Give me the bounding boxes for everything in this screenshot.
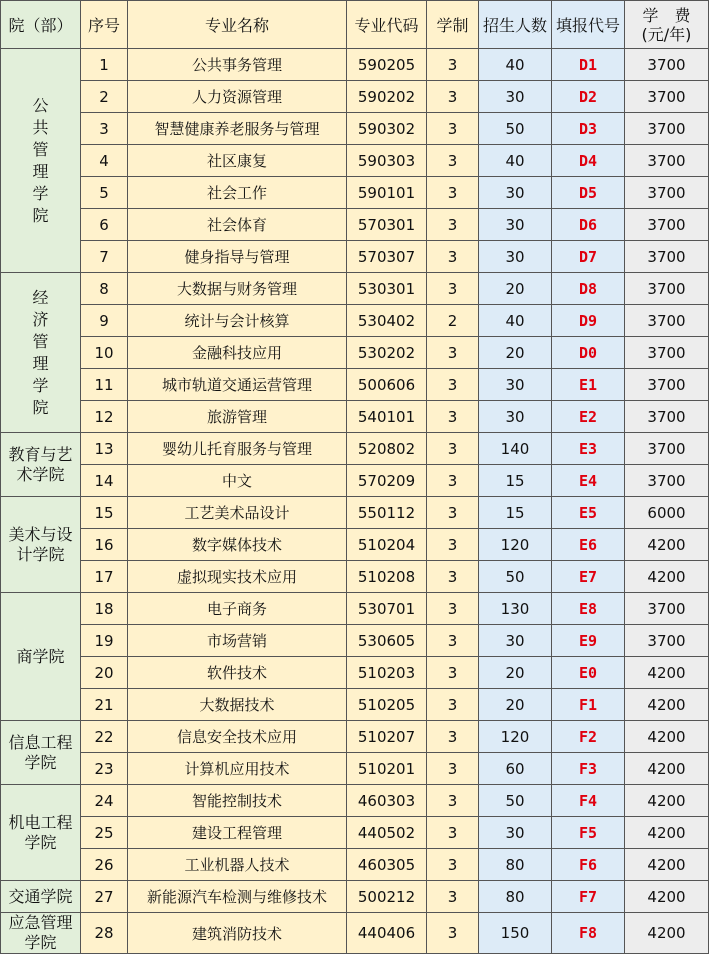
fill-code-cell: D2 — [552, 81, 625, 113]
enrollment-cell: 40 — [479, 49, 552, 81]
years-cell: 3 — [427, 145, 479, 177]
table-row — [1, 849, 709, 881]
major-name-cell: 市场营销 — [128, 625, 347, 657]
years-cell: 3 — [427, 721, 479, 753]
major-code-cell: 510203 — [347, 657, 427, 689]
major-code-cell: 460305 — [347, 849, 427, 881]
seq-cell: 11 — [81, 369, 128, 401]
header-tuition — [625, 1, 709, 49]
seq-cell: 14 — [81, 465, 128, 497]
major-name-cell: 数字媒体技术 — [128, 529, 347, 561]
enrollment-cell: 60 — [479, 753, 552, 785]
major-name-cell: 大数据与财务管理 — [128, 273, 347, 305]
college-name: 公共管理学院 — [32, 95, 49, 225]
fill-code-cell: E1 — [552, 369, 625, 401]
major-name-cell: 大数据技术 — [128, 689, 347, 721]
fill-code-cell: F3 — [552, 753, 625, 785]
seq-cell: 6 — [81, 209, 128, 241]
college-cell — [1, 593, 81, 721]
years-cell: 3 — [427, 369, 479, 401]
seq-cell: 7 — [81, 241, 128, 273]
tuition-cell: 3700 — [625, 369, 709, 401]
enrollment-cell: 20 — [479, 273, 552, 305]
table-row — [1, 465, 709, 497]
fill-code-cell: E0 — [552, 657, 625, 689]
enrollment-cell: 20 — [479, 657, 552, 689]
major-name-cell: 工业机器人技术 — [128, 849, 347, 881]
seq-cell: 9 — [81, 305, 128, 337]
years-cell: 3 — [427, 49, 479, 81]
major-name-cell: 新能源汽车检测与维修技术 — [128, 881, 347, 913]
college-cell — [1, 785, 81, 881]
tuition-cell: 4200 — [625, 529, 709, 561]
major-code-cell: 530605 — [347, 625, 427, 657]
major-name-cell: 人力资源管理 — [128, 81, 347, 113]
major-name-cell: 信息安全技术应用 — [128, 721, 347, 753]
major-code-cell: 550112 — [347, 497, 427, 529]
college-cell — [1, 273, 81, 433]
major-code-cell: 510208 — [347, 561, 427, 593]
header-tuition-line1: 学 费 — [642, 5, 691, 25]
enrollment-cell: 30 — [479, 81, 552, 113]
enrollment-cell: 30 — [479, 401, 552, 433]
fill-code-cell: D8 — [552, 273, 625, 305]
major-code-cell: 530301 — [347, 273, 427, 305]
enrollment-cell: 80 — [479, 849, 552, 881]
table-row — [1, 561, 709, 593]
fill-code-cell: F2 — [552, 721, 625, 753]
major-code-cell: 590202 — [347, 81, 427, 113]
fill-code-cell: D5 — [552, 177, 625, 209]
seq-cell: 27 — [81, 881, 128, 913]
fill-code-cell: F7 — [552, 881, 625, 913]
enrollment-cell: 50 — [479, 785, 552, 817]
table-row — [1, 881, 709, 913]
enrollment-cell: 120 — [479, 721, 552, 753]
seq-cell: 10 — [81, 337, 128, 369]
major-name-cell: 中文 — [128, 465, 347, 497]
major-code-cell: 570301 — [347, 209, 427, 241]
table-row — [1, 753, 709, 785]
major-name-cell: 社会工作 — [128, 177, 347, 209]
major-code-cell: 510204 — [347, 529, 427, 561]
fill-code-cell: E3 — [552, 433, 625, 465]
major-name-cell: 电子商务 — [128, 593, 347, 625]
seq-cell: 24 — [81, 785, 128, 817]
years-cell: 3 — [427, 177, 479, 209]
header-major-name: 专业名称 — [128, 1, 347, 49]
table-row — [1, 785, 709, 817]
major-name-cell: 金融科技应用 — [128, 337, 347, 369]
college-name: 机电工程学院 — [8, 812, 73, 852]
seq-cell: 23 — [81, 753, 128, 785]
table-row — [1, 689, 709, 721]
college-name: 教育与艺术学院 — [8, 444, 73, 484]
tuition-cell: 3700 — [625, 337, 709, 369]
college-cell — [1, 433, 81, 497]
enrollment-cell: 30 — [479, 369, 552, 401]
fill-code-cell: E9 — [552, 625, 625, 657]
years-cell: 3 — [427, 849, 479, 881]
major-name-cell: 建筑消防技术 — [128, 913, 347, 954]
seq-cell: 16 — [81, 529, 128, 561]
table-row — [1, 145, 709, 177]
college-cell — [1, 913, 81, 954]
years-cell: 3 — [427, 753, 479, 785]
years-cell: 3 — [427, 497, 479, 529]
enrollment-cell: 130 — [479, 593, 552, 625]
enrollment-cell: 30 — [479, 209, 552, 241]
college-name: 美术与设计学院 — [8, 524, 73, 564]
seq-cell: 12 — [81, 401, 128, 433]
major-name-cell: 公共事务管理 — [128, 49, 347, 81]
table-row — [1, 817, 709, 849]
years-cell: 3 — [427, 401, 479, 433]
seq-cell: 3 — [81, 113, 128, 145]
tuition-cell: 4200 — [625, 561, 709, 593]
major-code-cell: 590302 — [347, 113, 427, 145]
college-name: 商学院 — [16, 646, 65, 666]
enrollment-cell: 30 — [479, 625, 552, 657]
seq-cell: 21 — [81, 689, 128, 721]
table-row — [1, 337, 709, 369]
enrollment-cell: 150 — [479, 913, 552, 954]
tuition-cell: 3700 — [625, 177, 709, 209]
table-row — [1, 305, 709, 337]
enrollment-cell: 20 — [479, 337, 552, 369]
seq-cell: 15 — [81, 497, 128, 529]
table-row — [1, 497, 709, 529]
fill-code-cell: F1 — [552, 689, 625, 721]
seq-cell: 28 — [81, 913, 128, 954]
seq-cell: 8 — [81, 273, 128, 305]
seq-cell: 17 — [81, 561, 128, 593]
tuition-cell: 3700 — [625, 273, 709, 305]
tuition-cell: 4200 — [625, 753, 709, 785]
tuition-cell: 4200 — [625, 817, 709, 849]
major-code-cell: 590101 — [347, 177, 427, 209]
major-name-cell: 智慧健康养老服务与管理 — [128, 113, 347, 145]
years-cell: 3 — [427, 81, 479, 113]
tuition-cell: 6000 — [625, 497, 709, 529]
years-cell: 3 — [427, 273, 479, 305]
table-row — [1, 529, 709, 561]
years-cell: 3 — [427, 241, 479, 273]
tuition-cell: 4200 — [625, 913, 709, 954]
seq-cell: 5 — [81, 177, 128, 209]
enrollment-cell: 50 — [479, 113, 552, 145]
major-name-cell: 虚拟现实技术应用 — [128, 561, 347, 593]
table-row — [1, 81, 709, 113]
major-name-cell: 社会体育 — [128, 209, 347, 241]
enrollment-cell: 120 — [479, 529, 552, 561]
enrollment-cell: 40 — [479, 305, 552, 337]
college-name: 信息工程学院 — [8, 732, 73, 772]
seq-cell: 22 — [81, 721, 128, 753]
table-row — [1, 721, 709, 753]
table-row — [1, 625, 709, 657]
years-cell: 3 — [427, 529, 479, 561]
seq-cell: 25 — [81, 817, 128, 849]
major-code-cell: 530402 — [347, 305, 427, 337]
fill-code-cell: D7 — [552, 241, 625, 273]
tuition-cell: 3700 — [625, 49, 709, 81]
years-cell: 3 — [427, 785, 479, 817]
enrollment-cell: 40 — [479, 145, 552, 177]
major-name-cell: 城市轨道交通运营管理 — [128, 369, 347, 401]
years-cell: 3 — [427, 209, 479, 241]
years-cell: 3 — [427, 625, 479, 657]
header-tuition-line2: (元/年) — [641, 24, 692, 44]
years-cell: 3 — [427, 657, 479, 689]
major-name-cell: 健身指导与管理 — [128, 241, 347, 273]
college-cell — [1, 49, 81, 273]
college-cell — [1, 721, 81, 785]
college-name: 应急管理学院 — [8, 913, 73, 952]
years-cell: 3 — [427, 817, 479, 849]
fill-code-cell: E8 — [552, 593, 625, 625]
enrollment-cell: 20 — [479, 689, 552, 721]
header-years: 学制 — [427, 1, 479, 49]
major-name-cell: 软件技术 — [128, 657, 347, 689]
major-code-cell: 540101 — [347, 401, 427, 433]
years-cell: 2 — [427, 305, 479, 337]
fill-code-cell: D6 — [552, 209, 625, 241]
fill-code-cell: F6 — [552, 849, 625, 881]
years-cell: 3 — [427, 913, 479, 954]
fill-code-cell: D4 — [552, 145, 625, 177]
fill-code-cell: F8 — [552, 913, 625, 954]
major-name-cell: 计算机应用技术 — [128, 753, 347, 785]
tuition-cell: 4200 — [625, 657, 709, 689]
tuition-cell: 4200 — [625, 689, 709, 721]
years-cell: 3 — [427, 689, 479, 721]
header-major-code: 专业代码 — [347, 1, 427, 49]
enrollment-cell: 30 — [479, 177, 552, 209]
enrollment-cell: 30 — [479, 241, 552, 273]
fill-code-cell: D1 — [552, 49, 625, 81]
tuition-cell: 4200 — [625, 721, 709, 753]
fill-code-cell: F4 — [552, 785, 625, 817]
major-code-cell: 570209 — [347, 465, 427, 497]
major-code-cell: 530701 — [347, 593, 427, 625]
fill-code-cell: F5 — [552, 817, 625, 849]
major-code-cell: 590205 — [347, 49, 427, 81]
enrollment-cell: 15 — [479, 465, 552, 497]
header-college: 院（部） — [1, 1, 81, 49]
header-row — [1, 1, 709, 49]
major-code-cell: 440502 — [347, 817, 427, 849]
header-enrollment: 招生人数 — [479, 1, 552, 49]
header-seq: 序号 — [81, 1, 128, 49]
seq-cell: 19 — [81, 625, 128, 657]
seq-cell: 26 — [81, 849, 128, 881]
enrollment-cell: 50 — [479, 561, 552, 593]
major-code-cell: 510201 — [347, 753, 427, 785]
years-cell: 3 — [427, 113, 479, 145]
years-cell: 3 — [427, 337, 479, 369]
major-name-cell: 统计与会计核算 — [128, 305, 347, 337]
table-row — [1, 49, 709, 81]
seq-cell: 1 — [81, 49, 128, 81]
enrollment-cell: 15 — [479, 497, 552, 529]
enrollment-cell: 30 — [479, 817, 552, 849]
fill-code-cell: D0 — [552, 337, 625, 369]
seq-cell: 2 — [81, 81, 128, 113]
college-name: 交通学院 — [8, 886, 73, 906]
table-row — [1, 913, 709, 954]
header-fill-code: 填报代号 — [552, 1, 625, 49]
years-cell: 3 — [427, 881, 479, 913]
major-code-cell: 510207 — [347, 721, 427, 753]
years-cell: 3 — [427, 433, 479, 465]
major-code-cell: 510205 — [347, 689, 427, 721]
tuition-cell: 3700 — [625, 465, 709, 497]
tuition-cell: 3700 — [625, 401, 709, 433]
table-row — [1, 241, 709, 273]
tuition-cell: 3700 — [625, 433, 709, 465]
fill-code-cell: E5 — [552, 497, 625, 529]
major-name-cell: 婴幼儿托育服务与管理 — [128, 433, 347, 465]
tuition-cell: 3700 — [625, 145, 709, 177]
table-row — [1, 369, 709, 401]
fill-code-cell: D3 — [552, 113, 625, 145]
fill-code-cell: E7 — [552, 561, 625, 593]
tuition-cell: 3700 — [625, 305, 709, 337]
years-cell: 3 — [427, 561, 479, 593]
college-cell — [1, 497, 81, 593]
table-row — [1, 401, 709, 433]
major-name-cell: 智能控制技术 — [128, 785, 347, 817]
tuition-cell: 3700 — [625, 113, 709, 145]
major-name-cell: 工艺美术品设计 — [128, 497, 347, 529]
major-code-cell: 570307 — [347, 241, 427, 273]
major-name-cell: 旅游管理 — [128, 401, 347, 433]
fill-code-cell: E6 — [552, 529, 625, 561]
fill-code-cell: E2 — [552, 401, 625, 433]
table-row — [1, 593, 709, 625]
enrollment-cell: 140 — [479, 433, 552, 465]
table-row — [1, 273, 709, 305]
table-row — [1, 177, 709, 209]
enrollment-cell: 80 — [479, 881, 552, 913]
major-code-cell: 530202 — [347, 337, 427, 369]
college-name: 经济管理学院 — [32, 287, 49, 417]
years-cell: 3 — [427, 593, 479, 625]
tuition-cell: 3700 — [625, 209, 709, 241]
table-row — [1, 433, 709, 465]
major-code-cell: 500606 — [347, 369, 427, 401]
tuition-cell: 4200 — [625, 881, 709, 913]
seq-cell: 13 — [81, 433, 128, 465]
tuition-cell: 4200 — [625, 849, 709, 881]
fill-code-cell: E4 — [552, 465, 625, 497]
tuition-cell: 3700 — [625, 241, 709, 273]
seq-cell: 4 — [81, 145, 128, 177]
tuition-cell: 3700 — [625, 81, 709, 113]
seq-cell: 18 — [81, 593, 128, 625]
major-code-cell: 440406 — [347, 913, 427, 954]
tuition-cell: 4200 — [625, 785, 709, 817]
table-row — [1, 657, 709, 689]
table-body — [1, 49, 709, 954]
major-code-cell: 590303 — [347, 145, 427, 177]
years-cell: 3 — [427, 465, 479, 497]
table-row — [1, 113, 709, 145]
college-cell — [1, 881, 81, 913]
fill-code-cell: D9 — [552, 305, 625, 337]
tuition-cell: 3700 — [625, 593, 709, 625]
major-name-cell: 建设工程管理 — [128, 817, 347, 849]
major-code-cell: 500212 — [347, 881, 427, 913]
seq-cell: 20 — [81, 657, 128, 689]
major-code-cell: 460303 — [347, 785, 427, 817]
major-name-cell: 社区康复 — [128, 145, 347, 177]
table-row — [1, 209, 709, 241]
major-code-cell: 520802 — [347, 433, 427, 465]
tuition-cell: 3700 — [625, 625, 709, 657]
